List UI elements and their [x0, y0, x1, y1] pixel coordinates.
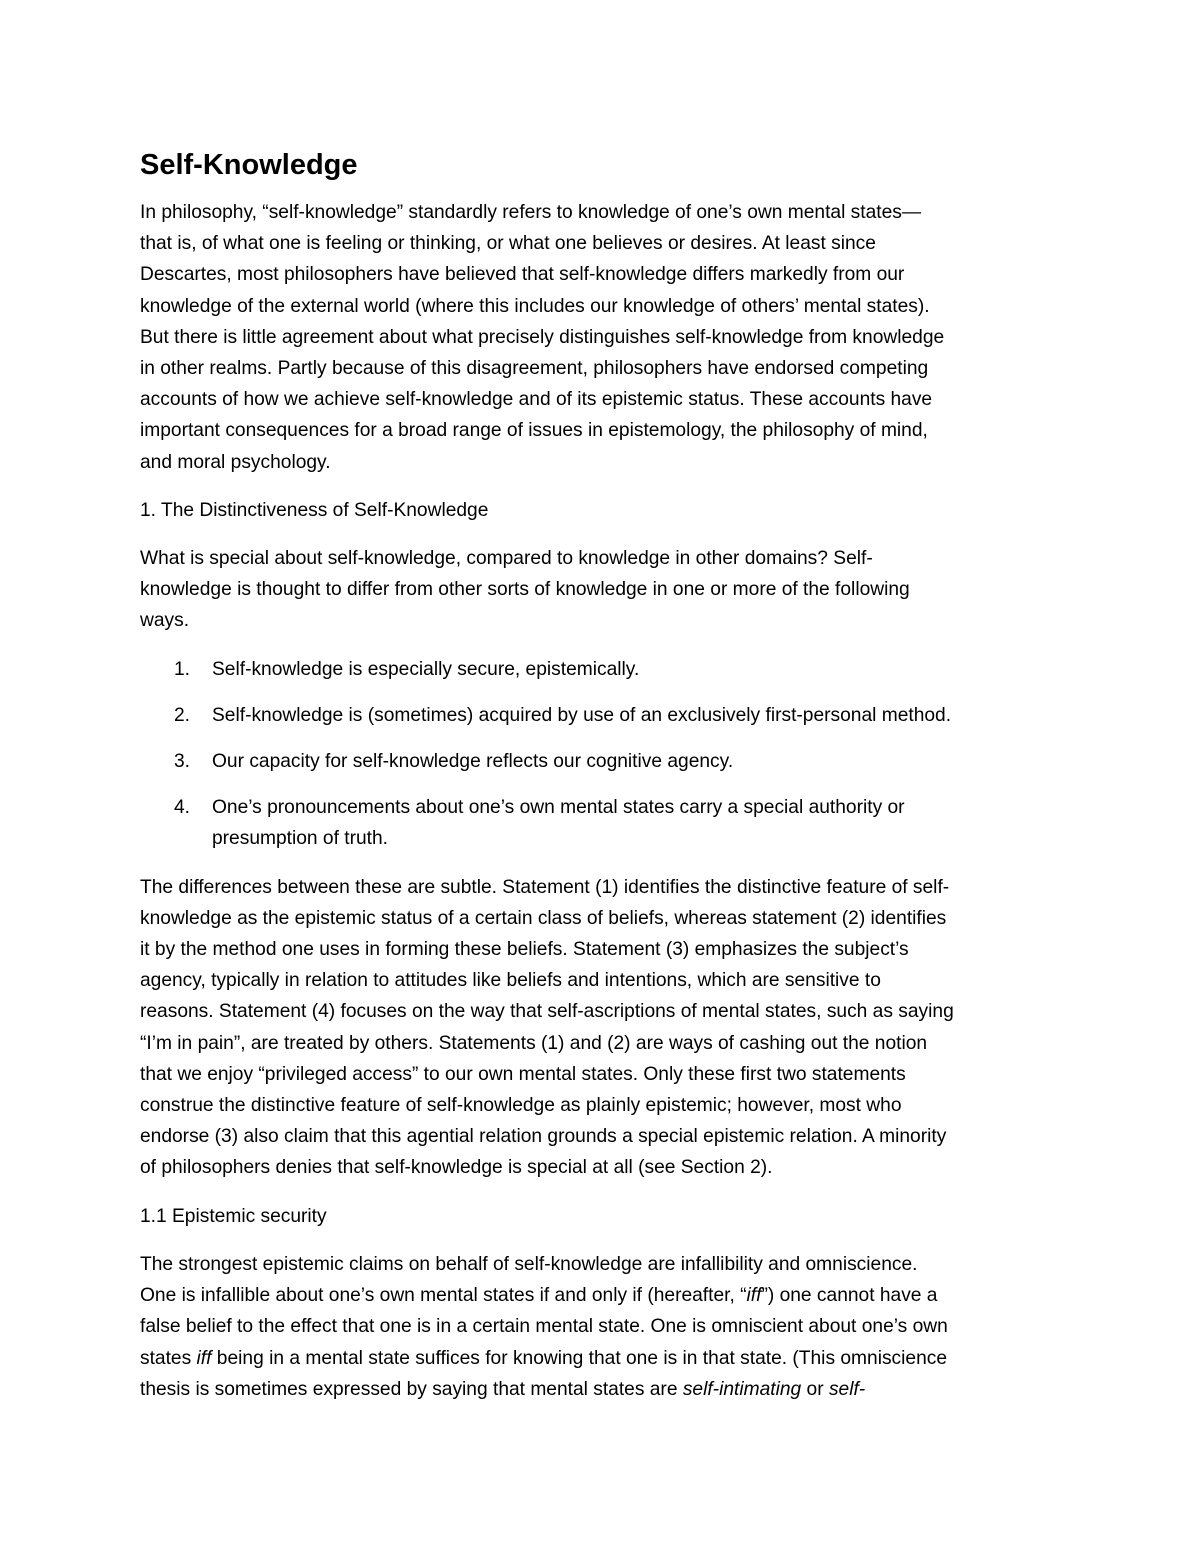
text-line: that we enjoy “privileged access” to our own mental states. Only these first two statements [140, 1063, 906, 1085]
text-line [140, 1343, 1065, 1374]
italic-term: self-intimating [682, 1378, 802, 1400]
text-line: knowledge is thought to differ from other sorts of knowledge in one or more of the following [140, 579, 910, 601]
differences-paragraph [140, 872, 1065, 1184]
list-number: 4. [174, 797, 191, 819]
list-item [140, 700, 1065, 731]
text-line: of philosophers denies that self-knowledge is special at all (see Section 2). [140, 1157, 773, 1179]
text-line: accounts of how we achieve self-knowledge and of its epistemic status. These accounts have [140, 389, 933, 411]
italic-term: iff [746, 1285, 762, 1307]
text-run: states [140, 1347, 197, 1369]
text-line: Self-knowledge is (sometimes) acquired by use of an exclusively first-personal method. [212, 704, 952, 726]
text-line: false belief to the effect that one is in a certain mental state. One is omniscient about one’s own [140, 1316, 948, 1338]
document-page [140, 145, 1065, 1422]
list-number: 2. [174, 704, 191, 726]
text-line: What is special about self-knowledge, compared to knowledge in other domains? Self- [140, 548, 873, 570]
text-line: endorse (3) also claim that this agential relation grounds a special epistemic relation. A minority [140, 1126, 947, 1148]
text-line [140, 1374, 1065, 1405]
section-heading-distinctiveness: 1. The Distinctiveness of Self-Knowledge [140, 499, 489, 521]
list-item [140, 792, 1065, 854]
text-run: ”) one cannot have a [761, 1285, 938, 1307]
text-line: The strongest epistemic claims on behalf of self-knowledge are infallibility and omniscience. [140, 1253, 918, 1275]
text-line: In philosophy, “self-knowledge” standardly refers to knowledge of one’s own mental states— [140, 202, 922, 223]
text-line: Our capacity for self-knowledge reflects our cognitive agency. [212, 751, 734, 773]
text-line: Descartes, most philosophers have believed that self-knowledge differs markedly from our [140, 264, 905, 286]
text-line: “I’m in pain”, are treated by others. Statements (1) and (2) are ways of cashing out the notion [140, 1032, 928, 1054]
text-line: ways. [140, 610, 190, 632]
text-line: that is, of what one is feeling or thinking, or what one believes or desires. At least since [140, 233, 876, 255]
section1-paragraph [140, 543, 1065, 637]
text-run: One is infallible about one’s own mental states if and only if (hereafter, “ [140, 1285, 747, 1307]
text-line: knowledge of the external world (where this includes our knowledge of others’ mental states). [140, 295, 930, 317]
text-line: One’s pronouncements about one’s own mental states carry a special authority or [212, 797, 905, 819]
text-line: Self-knowledge is especially secure, epistemically. [212, 658, 640, 680]
text-line: in other realms. Partly because of this disagreement, philosophers have endorsed competing [140, 358, 929, 380]
list-item [140, 746, 1065, 777]
section-heading-epistemic-security: 1.1 Epistemic security [140, 1205, 327, 1227]
text-run: or [801, 1378, 829, 1400]
intro-paragraph [140, 197, 1065, 478]
text-line: agency, typically in relation to attitudes like beliefs and intentions, which are sensitive to [140, 970, 881, 992]
italic-term: self- [828, 1378, 866, 1400]
text-run: being in a mental state suffices for knowing that one is in that state. (This omniscience [211, 1347, 948, 1369]
text-line: But there is little agreement about what precisely distinguishes self-knowledge from knowledge [140, 326, 945, 348]
list-item [140, 654, 1065, 685]
numbered-list [140, 654, 1065, 855]
list-number: 3. [174, 751, 191, 773]
text-run: thesis is sometimes expressed by saying that mental states are [140, 1378, 683, 1400]
text-line [140, 1280, 1065, 1311]
text-line: it by the method one uses in forming these beliefs. Statement (3) emphasizes the subject’s [140, 939, 909, 961]
text-line: The differences between these are subtle. Statement (1) identifies the distinctive feature of self- [140, 876, 950, 898]
text-line: reasons. Statement (4) focuses on the way that self-ascriptions of mental states, such as saying [140, 1001, 954, 1023]
text-line: presumption of truth. [212, 828, 388, 850]
text-line: important consequences for a broad range of issues in epistemology, the philosophy of mind, [140, 420, 928, 442]
security-paragraph [140, 1249, 1065, 1405]
text-line: construe the distinctive feature of self-knowledge as plainly epistemic; however, most who [140, 1095, 902, 1117]
text-line: knowledge as the epistemic status of a certain class of beliefs, whereas statement (2) identifies [140, 907, 947, 929]
list-number: 1. [174, 658, 191, 680]
italic-term: iff [196, 1347, 212, 1369]
text-line: and moral psychology. [140, 451, 331, 473]
document-title: Self-Knowledge [140, 149, 358, 181]
